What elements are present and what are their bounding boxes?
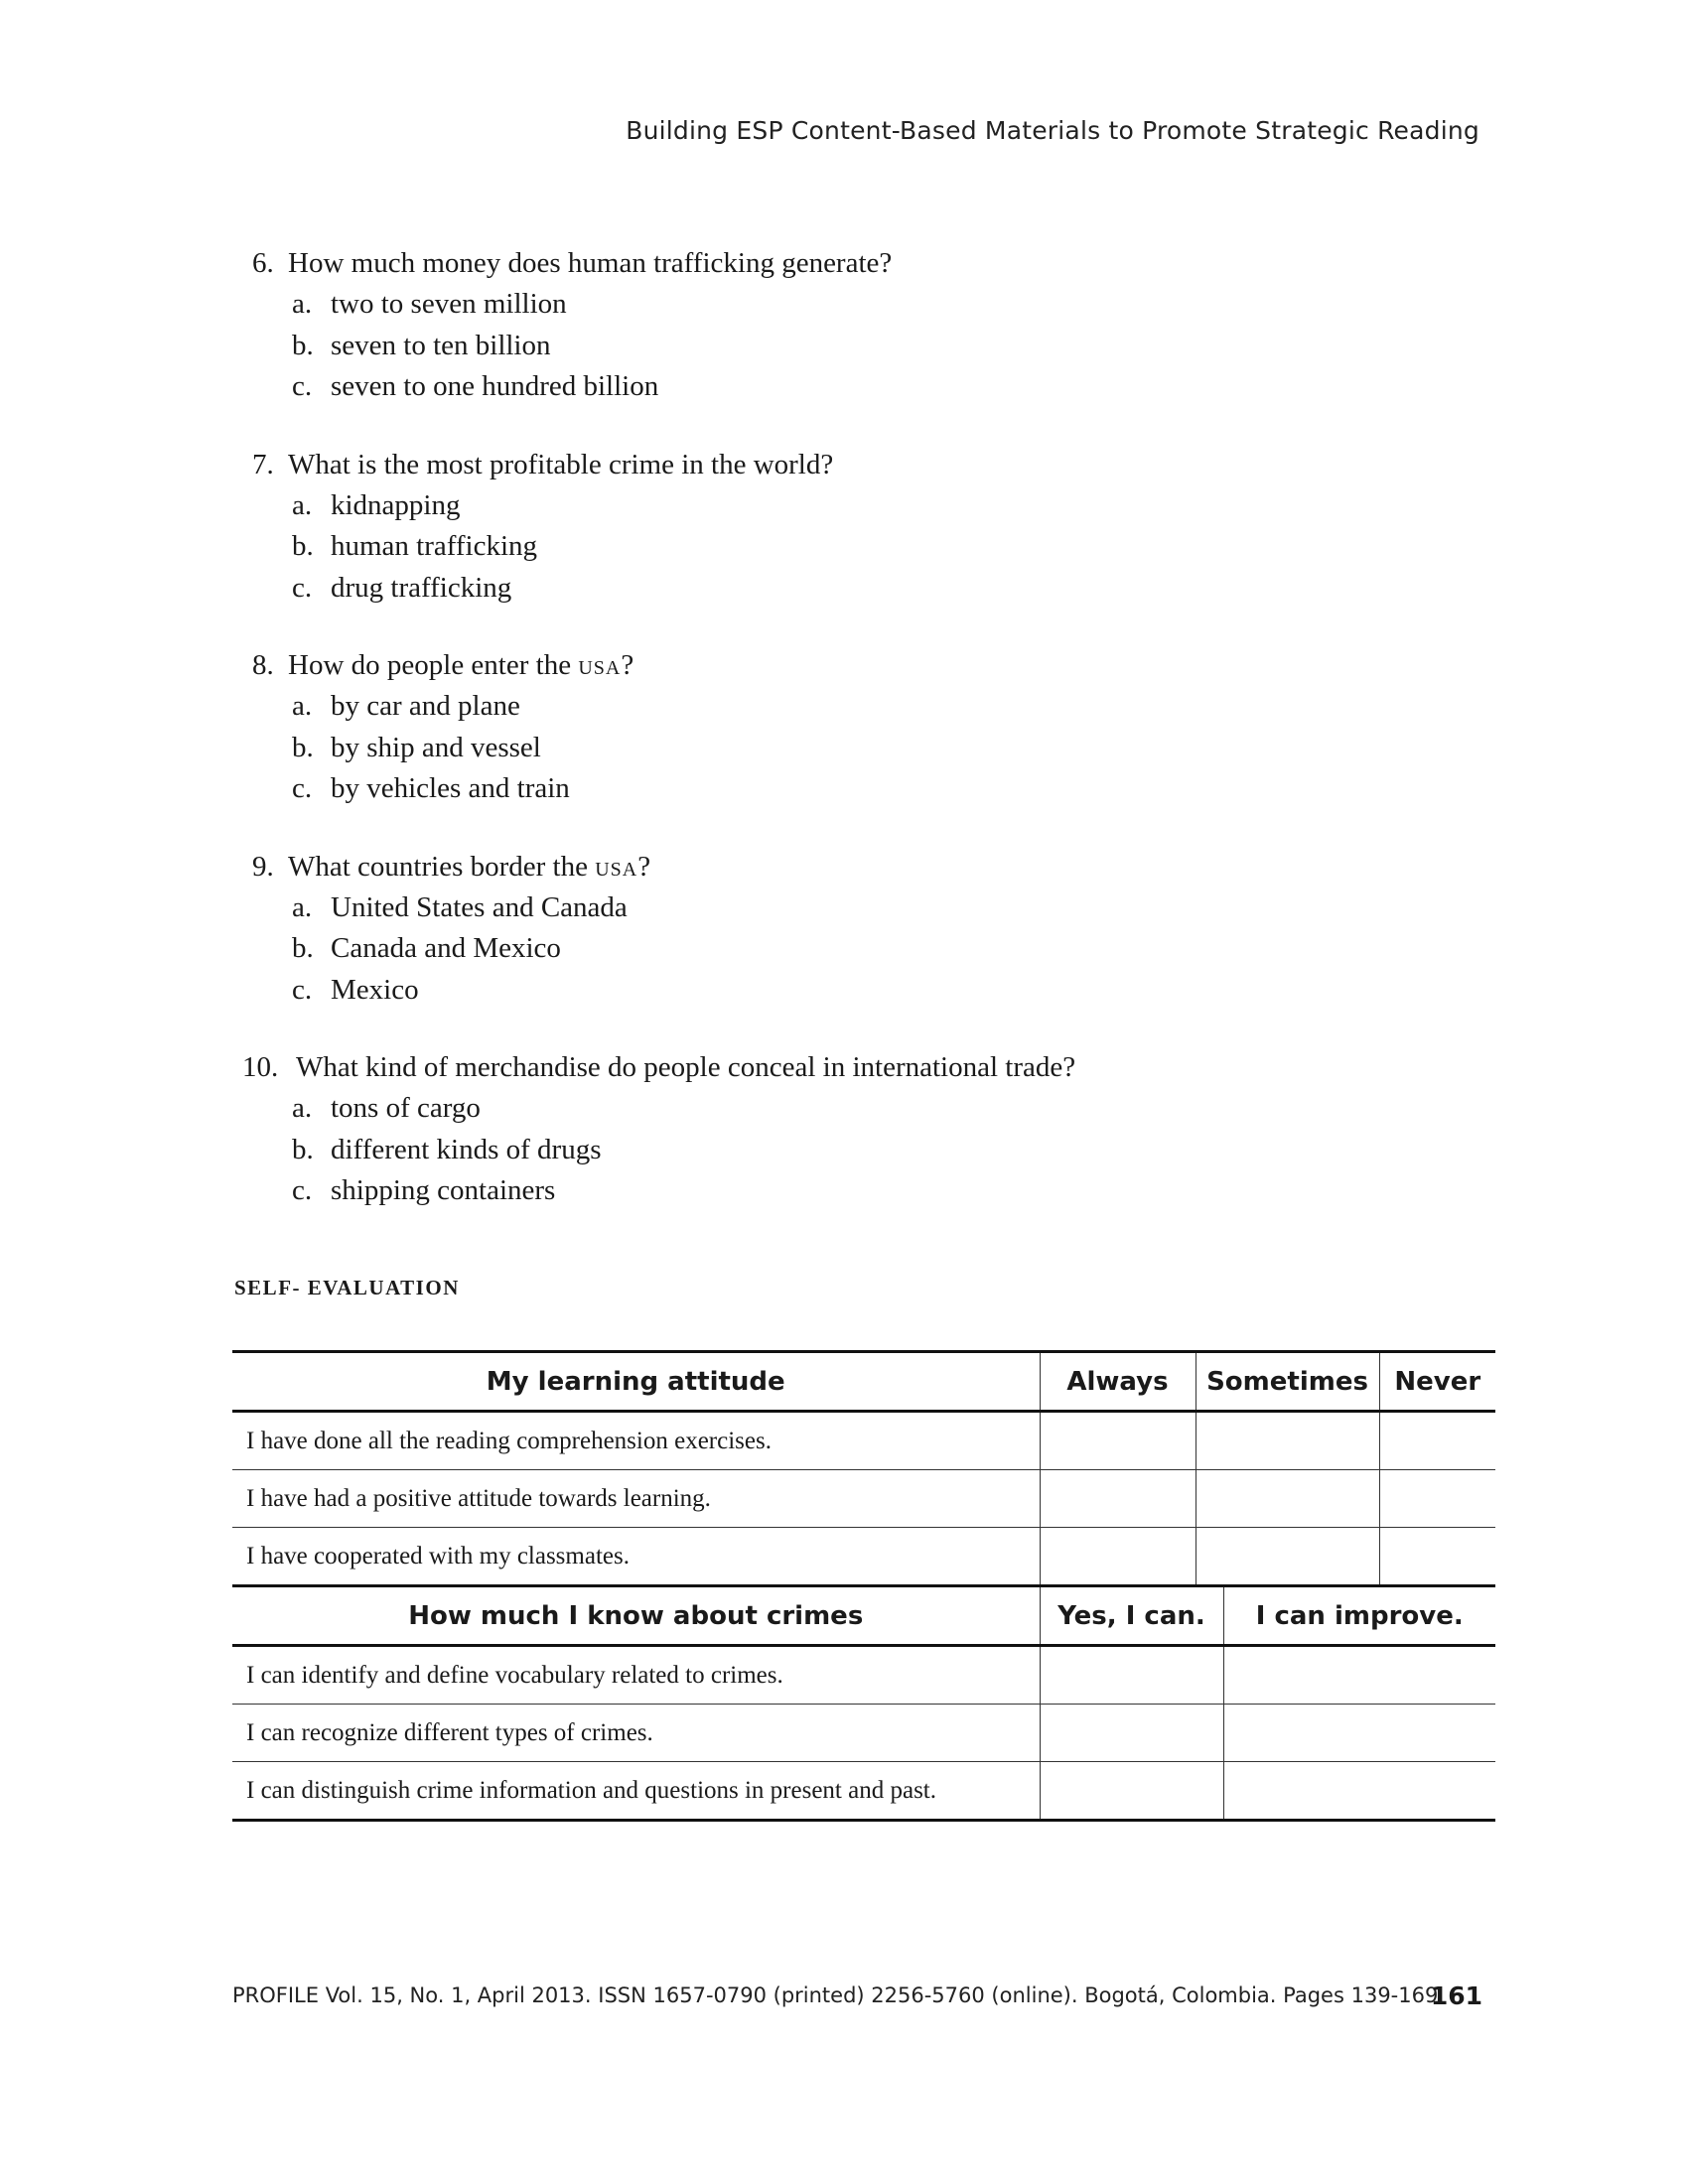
option-letter: a. xyxy=(292,890,313,923)
never-checkbox-cell[interactable] xyxy=(1379,1412,1495,1470)
table-row xyxy=(232,1470,1495,1528)
usa-abbreviation: usa xyxy=(578,649,622,681)
improve-checkbox-cell[interactable] xyxy=(1223,1762,1495,1821)
sometimes-checkbox-cell[interactable] xyxy=(1196,1412,1379,1470)
question-text: What kind of merchandise do people conceal in international trade? xyxy=(296,1051,1076,1083)
option-text: by car and plane xyxy=(331,690,520,722)
yes-checkbox-cell[interactable] xyxy=(1040,1705,1223,1762)
table-row xyxy=(232,1646,1495,1705)
question-10 xyxy=(238,1047,1489,1212)
sometimes-checkbox-cell[interactable] xyxy=(1196,1528,1379,1586)
question-7 xyxy=(238,445,1489,610)
always-checkbox-cell[interactable] xyxy=(1040,1412,1196,1470)
option-letter: a. xyxy=(292,690,313,722)
option-text: United States and Canada xyxy=(331,890,628,923)
running-title: Building ESP Content-Based Materials to Promote Strategic Reading xyxy=(626,116,1479,145)
attitude-header: My learning attitude xyxy=(232,1352,1040,1412)
self-evaluation-heading: SELF- EVALUATION xyxy=(234,1276,460,1299)
option-letter: b. xyxy=(292,1133,314,1165)
yes-checkbox-cell[interactable] xyxy=(1040,1762,1223,1821)
answer-option xyxy=(238,1088,1489,1130)
option-text: by ship and vessel xyxy=(331,731,541,763)
improve-checkbox-cell[interactable] xyxy=(1223,1705,1495,1762)
statement-cell: I have cooperated with my classmates. xyxy=(232,1528,1040,1586)
column-yes-i-can: Yes, I can. xyxy=(1040,1586,1223,1646)
answer-option xyxy=(238,1170,1489,1212)
question-number: 8. xyxy=(252,649,274,681)
sometimes-checkbox-cell[interactable] xyxy=(1196,1470,1379,1528)
answer-option xyxy=(238,1130,1489,1171)
option-text: two to seven million xyxy=(331,288,567,320)
question-number: 7. xyxy=(252,448,274,480)
attitude-header-row xyxy=(232,1352,1495,1412)
option-text: by vehicles and train xyxy=(331,772,570,804)
answer-option xyxy=(238,928,1489,970)
option-letter: a. xyxy=(292,488,313,521)
statement-cell: I can recognize different types of crimes. xyxy=(232,1705,1040,1762)
option-letter: b. xyxy=(292,329,314,361)
answer-option xyxy=(238,970,1489,1012)
option-letter: c. xyxy=(292,1174,313,1206)
option-text: Canada and Mexico xyxy=(331,932,561,964)
answer-option xyxy=(238,686,1489,728)
footer-citation: PROFILE Vol. 15, No. 1, April 2013. ISSN 1657-0790 (printed) 2256-5760 (online). Bogotá, Colombia. Pages 139-169 xyxy=(232,1983,1439,2007)
statement-cell: I can identify and define vocabulary related to crimes. xyxy=(232,1646,1040,1705)
option-letter: b. xyxy=(292,932,314,964)
page-number: 161 xyxy=(1430,1981,1482,2010)
always-checkbox-cell[interactable] xyxy=(1040,1528,1196,1586)
option-text: human trafficking xyxy=(331,530,538,562)
option-letter: c. xyxy=(292,370,313,402)
option-letter: c. xyxy=(292,973,313,1006)
option-letter: a. xyxy=(292,1092,313,1124)
question-6 xyxy=(238,243,1489,408)
quiz xyxy=(238,243,1489,1249)
column-i-can-improve: I can improve. xyxy=(1223,1586,1495,1646)
table-row xyxy=(232,1412,1495,1470)
column-never: Never xyxy=(1379,1352,1495,1412)
question-text: What is the most profitable crime in the world? xyxy=(288,448,834,480)
option-letter: b. xyxy=(292,530,314,562)
answer-option xyxy=(238,887,1489,929)
knowledge-header-row xyxy=(232,1586,1495,1646)
question-8 xyxy=(238,645,1489,810)
answer-option xyxy=(238,485,1489,527)
option-text: seven to one hundred billion xyxy=(331,370,659,402)
answer-option xyxy=(238,568,1489,610)
table-row xyxy=(232,1762,1495,1821)
option-letter: c. xyxy=(292,772,313,804)
option-text: different kinds of drugs xyxy=(331,1133,602,1165)
improve-checkbox-cell[interactable] xyxy=(1223,1646,1495,1705)
table-row xyxy=(232,1705,1495,1762)
option-letter: b. xyxy=(292,731,314,763)
column-sometimes: Sometimes xyxy=(1196,1352,1379,1412)
table-row xyxy=(232,1528,1495,1586)
answer-option xyxy=(238,366,1489,408)
statement-cell: I have done all the reading comprehension exercises. xyxy=(232,1412,1040,1470)
question-text: How do people enter the usa? xyxy=(288,649,634,681)
question-text: How much money does human trafficking generate? xyxy=(288,247,893,279)
yes-checkbox-cell[interactable] xyxy=(1040,1646,1223,1705)
answer-option xyxy=(238,326,1489,367)
statement-cell: I can distinguish crime information and questions in present and past. xyxy=(232,1762,1040,1821)
option-text: seven to ten billion xyxy=(331,329,551,361)
usa-abbreviation: usa xyxy=(595,850,638,883)
option-text: tons of cargo xyxy=(331,1092,481,1124)
always-checkbox-cell[interactable] xyxy=(1040,1470,1196,1528)
option-letter: a. xyxy=(292,288,313,320)
column-always: Always xyxy=(1040,1352,1196,1412)
option-text: Mexico xyxy=(331,973,419,1006)
answer-option xyxy=(238,728,1489,769)
option-letter: c. xyxy=(292,571,313,604)
question-9 xyxy=(238,847,1489,1012)
answer-option xyxy=(238,768,1489,810)
statement-cell: I have had a positive attitude towards learning. xyxy=(232,1470,1040,1528)
answer-option xyxy=(238,284,1489,326)
answer-option xyxy=(238,526,1489,568)
question-number: 6. xyxy=(252,247,274,279)
option-text: kidnapping xyxy=(331,488,461,521)
question-text: What countries border the usa? xyxy=(288,850,651,883)
never-checkbox-cell[interactable] xyxy=(1379,1470,1495,1528)
knowledge-header: How much I know about crimes xyxy=(232,1586,1040,1646)
option-text: drug trafficking xyxy=(331,571,512,604)
option-text: shipping containers xyxy=(331,1174,556,1206)
never-checkbox-cell[interactable] xyxy=(1379,1528,1495,1586)
self-evaluation-table xyxy=(232,1350,1495,1822)
question-number: 9. xyxy=(252,850,274,883)
question-number: 10. xyxy=(242,1051,279,1083)
